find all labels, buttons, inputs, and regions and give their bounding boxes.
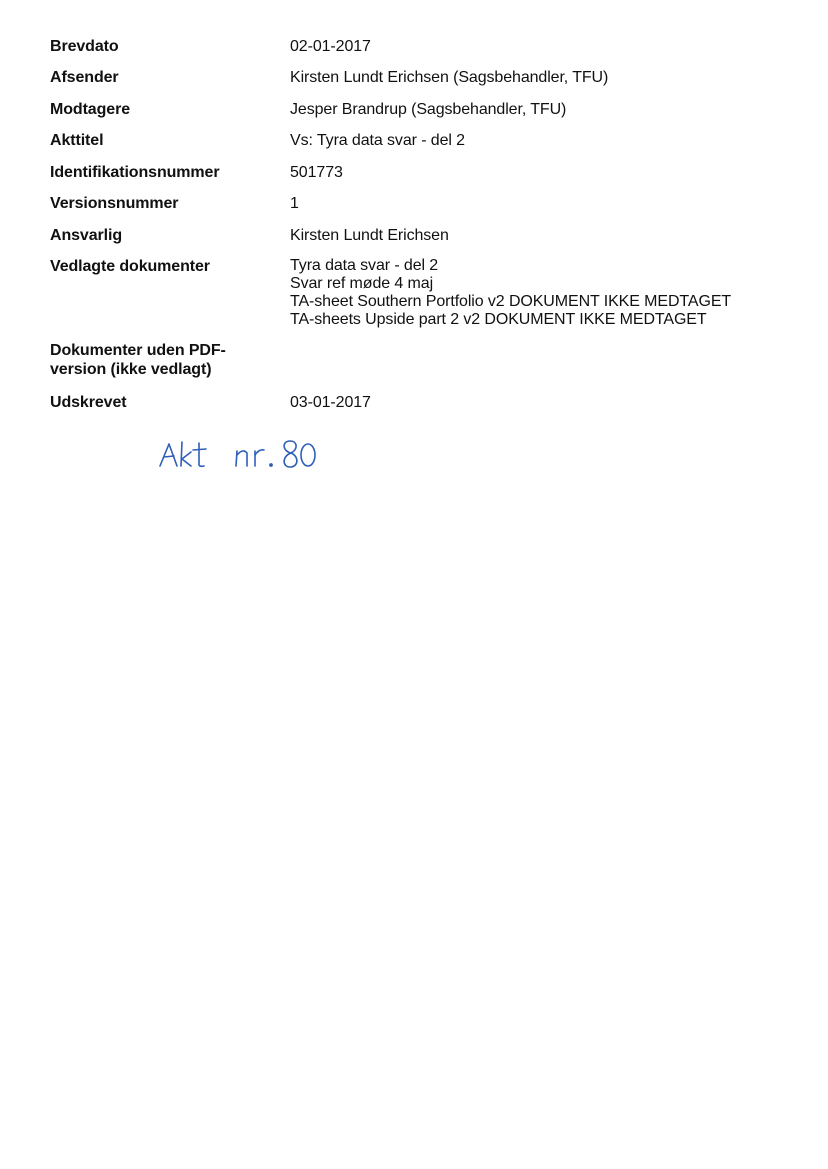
value-afsender: Kirsten Lundt Erichsen (Sagsbehandler, TFU) <box>290 69 609 86</box>
handwritten-akt-nr-80 <box>158 437 328 473</box>
handwritten-annotation <box>158 437 328 473</box>
label-identifikationsnummer: Identifikationsnummer <box>50 164 220 181</box>
row-versionsnummer <box>50 194 770 226</box>
value-versionsnummer: 1 <box>290 195 299 212</box>
label-brevdato: Brevdato <box>50 38 119 55</box>
value-akttitel: Vs: Tyra data svar - del 2 <box>290 132 465 149</box>
attachment-item: TA-sheet Southern Portfolio v2 DOKUMENT IKKE MEDTAGET <box>290 293 732 310</box>
row-identifikationsnummer <box>50 163 770 194</box>
attachment-item: Tyra data svar - del 2 <box>290 257 439 274</box>
row-dokumenter-uden-pdf <box>50 341 770 393</box>
label-dokumenter-uden-pdf: Dokumenter uden PDF- version (ikke vedlagt) <box>50 342 226 378</box>
row-udskrevet <box>50 393 770 424</box>
value-modtagere: Jesper Brandrup (Sagsbehandler, TFU) <box>290 101 567 118</box>
row-vedlagte-dokumenter <box>50 257 770 341</box>
label-udskrevet: Udskrevet <box>50 394 127 411</box>
label-versionsnummer: Versionsnummer <box>50 195 179 212</box>
value-udskrevet: 03-01-2017 <box>290 394 371 411</box>
row-afsender <box>50 68 770 100</box>
label-ansvarlig: Ansvarlig <box>50 227 123 244</box>
value-identifikationsnummer: 501773 <box>290 164 343 181</box>
row-akttitel <box>50 131 770 163</box>
label-modtagere: Modtagere <box>50 101 130 118</box>
label-afsender: Afsender <box>50 69 119 86</box>
attachment-item: Svar ref møde 4 maj <box>290 275 434 292</box>
row-ansvarlig <box>50 226 770 257</box>
label-vedlagte-dokumenter: Vedlagte dokumenter <box>50 258 210 275</box>
label-akttitel: Akttitel <box>50 132 104 149</box>
attachment-item: TA-sheets Upside part 2 v2 DOKUMENT IKKE MEDTAGET <box>290 311 707 328</box>
document-metadata-table <box>50 37 770 424</box>
value-brevdato: 02-01-2017 <box>290 38 371 55</box>
value-vedlagte-dokumenter <box>290 257 770 329</box>
value-ansvarlig: Kirsten Lundt Erichsen <box>290 227 449 244</box>
row-brevdato <box>50 37 770 68</box>
row-modtagere <box>50 100 770 131</box>
